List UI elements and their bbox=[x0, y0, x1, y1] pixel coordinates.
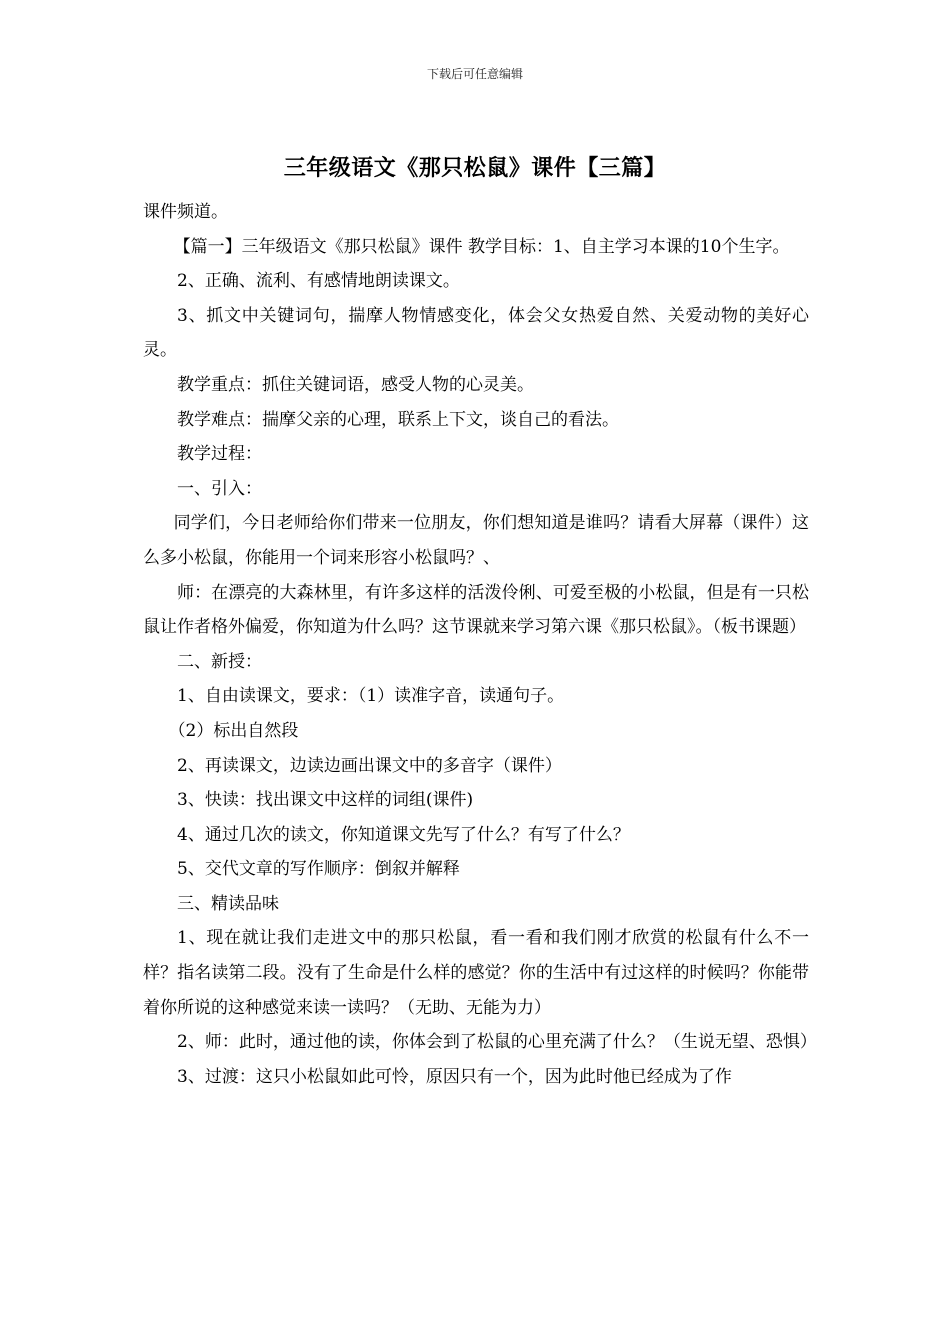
paragraph: 教学难点：揣摩父亲的心理，联系上下文，谈自己的看法。 bbox=[177, 409, 619, 430]
header-note: 下载后可任意编辑 bbox=[426, 67, 523, 81]
paragraph: （2）标出自然段 bbox=[168, 720, 299, 741]
paragraph: 教学过程： bbox=[177, 444, 262, 465]
paragraph: 2、师：此时，通过他的读，你体会到了松鼠的心里充满了什么？（生说无望、恐惧） bbox=[177, 1032, 817, 1053]
paragraph: 2、再读课文，边读边画出课文中的多音字（课件） bbox=[177, 755, 562, 776]
paragraph: 1、现在就让我们走进文中的那只松鼠，看一看和我们刚才欣赏的松鼠有什么不一样？指名读第二段。没有了生命是什么样的感觉？你的生活中有过这样的时候吗？你能带着你所说的这种感觉来读一读吗？（无助、无能为力） bbox=[143, 928, 809, 1018]
paragraph: 3、抓文中关键词句，揣摩人物情感变化，体会父女热爱自然、关爱动物的美好心灵。 bbox=[143, 305, 809, 361]
paragraph: 2、正确、流利、有感情地朗读课文。 bbox=[177, 271, 460, 292]
paragraph: 师：在漂亮的大森林里，有许多这样的活泼伶俐、可爱至极的小松鼠，但是有一只松鼠让作者格外偏爱，你知道为什么吗？这节课就来学习第六课《那只松鼠》。（板书课题） bbox=[143, 582, 809, 638]
paragraph: 3、快读：找出课文中这样的词组(课件) bbox=[177, 790, 474, 811]
paragraph: 课件频道。 bbox=[143, 202, 228, 222]
paragraph: 教学重点：抓住关键词语，感受人物的心灵美。 bbox=[177, 374, 534, 395]
paragraph: 一、引入： bbox=[177, 478, 262, 499]
document-title: 三年级语文《那只松鼠》课件【三篇】 bbox=[283, 155, 667, 181]
paragraph: 4、通过几次的读文，你知道课文先写了什么？有写了什么？ bbox=[177, 824, 630, 845]
document-body bbox=[143, 195, 817, 1094]
paragraph: 二、新授： bbox=[177, 651, 262, 672]
paragraph: 同学们，今日老师给你们带来一位朋友，你们想知道是谁吗？请看大屏幕（课件）这么多小松鼠，你能用一个词来形容小松鼠吗？、 bbox=[143, 513, 809, 568]
paragraph: 1、自由读课文，要求：（1）读准字音，读通句子。 bbox=[177, 686, 565, 707]
paragraph: 5、交代文章的写作顺序：倒叙并解释 bbox=[177, 859, 460, 880]
paragraph: 3、过渡：这只小松鼠如此可怜，原因只有一个，因为此时他已经成为了作 bbox=[177, 1066, 732, 1087]
paragraph: 【篇一】三年级语文《那只松鼠》课件 教学目标：1、自主学习本课的10个生字。 bbox=[173, 236, 790, 257]
paragraph: 三、精读品味 bbox=[177, 893, 279, 914]
